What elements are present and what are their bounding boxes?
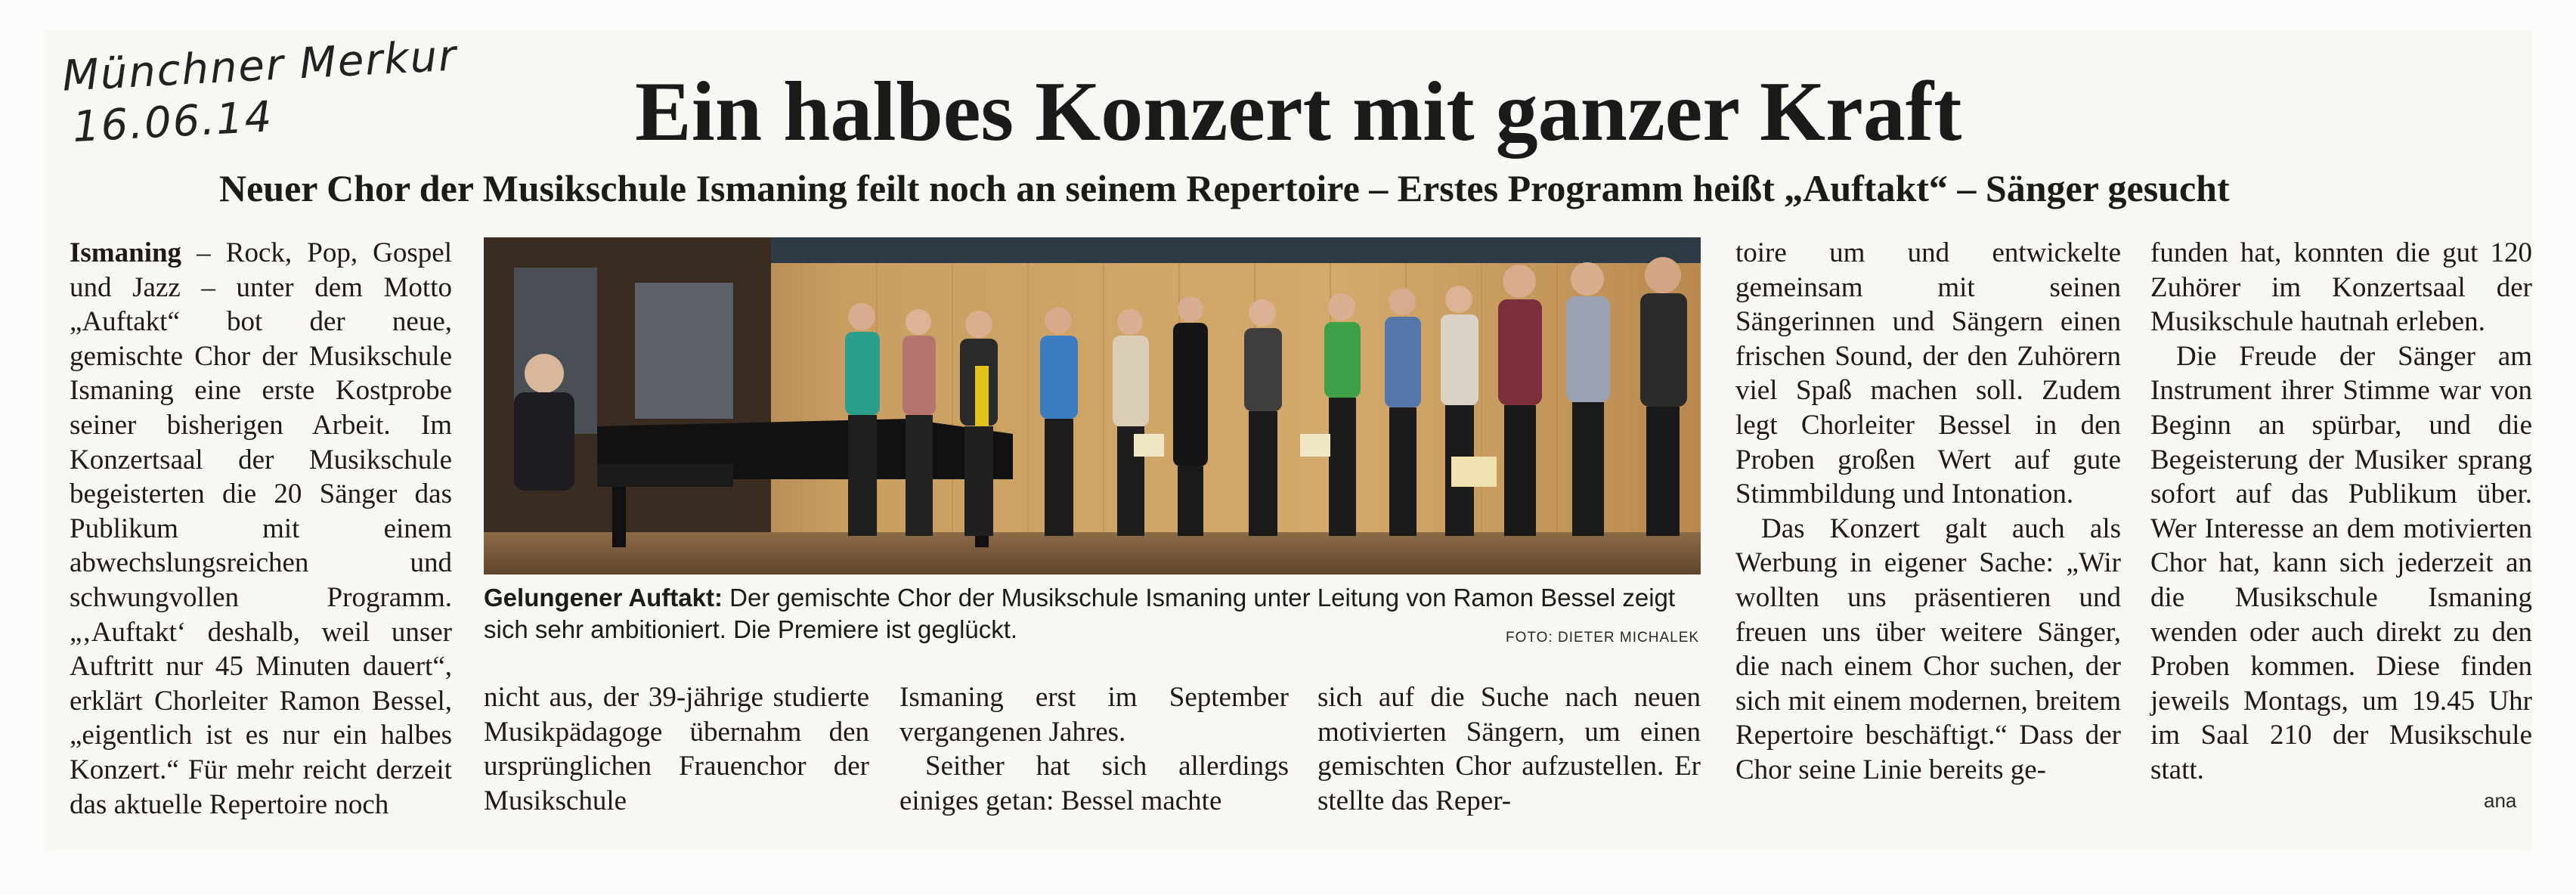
- article-subheadline: Neuer Chor der Musikschule Ismaning feilt noch an seinem Repertoire – Erstes Programm heißt „Auftakt“ – Sänger gesucht: [219, 167, 2230, 209]
- column-2-text: nicht aus, der 39-jährige studierte Musikpädagoge übernahm den ursprünglichen Frauenchor der Musikschule: [484, 682, 869, 816]
- column-3-paragraph-1: Ismaning erst im September vergangenen Jahres.: [899, 682, 1289, 748]
- caption-text: Der gemischte Chor der Musikschule Ismaning unter Leitung von Ramon Bessel zeigt sich sehr ambitioniert. Die Premiere ist geglückt.: [484, 584, 1676, 643]
- handwritten-annotation: [61, 30, 461, 153]
- column-3-paragraph-2: Seither hat sich allerdings einiges getan: Bessel machte: [899, 751, 1289, 816]
- column-1-text: – Rock, Pop, Gospel und Jazz – unter dem Motto „Auftakt“ bot der neue, gemischte Chor der Musikschule Ismaning eine erste Kostprobe seiner bisherigen Arbeit. Im Konzertsaal der Musikschule begeisterten die 20 Sänger das Publikum mit einem abwechslungsreichen und schwungvollen Programm. „‚Auftakt‘ deshalb, weil unser Auftritt nur 45 Minuten dauert“, erklärt Chorleiter Ramon Bessel, „eigentlich ist es nur ein halbes Konzert.“ Für mehr reicht derzeit das aktuelle Repertoire noch: [70, 237, 452, 820]
- article-column-6: [2150, 236, 2532, 788]
- column-4-text: sich auf die Suche nach neuen motivierten Sängern, um einen gemischten Chor aufzustellen. Er stellte das Reper-: [1317, 682, 1701, 816]
- column-6-paragraph-1: funden hat, konnten die gut 120 Zuhörer im Konzertsaal der Musikschule hautnah erleben.: [2150, 237, 2532, 338]
- column-6-paragraph-2: Die Freude der Sänger am Instrument ihrer Stimme war von Beginn an spürbar, und die Begeisterung der Musiker sprang sofort auf das Publikum über. Wer Interesse an dem motivierten Chor hat, kann sich jederzeit an die Musikschule Ismaning wenden oder auch direkt zu den Proben kommen. Diese finden jeweils Montags, um 19.45 Uhr im Saal 210 der Musikschule statt.: [2150, 340, 2532, 785]
- article-column-3: [899, 680, 1289, 818]
- handwritten-date: 16.06.14: [71, 92, 274, 153]
- article-column-5: [1735, 236, 2121, 788]
- article-column-4: [1317, 680, 1701, 818]
- column-5-paragraph-1: toire um und entwickelte gemeinsam mit seinen Sängerinnen und Sängern einen frischen Sound, der den Zuhörern viel Spaß machen soll. Zudem legt Chorleiter Bessel in den Proben großen Wert auf gute Stimmbildung und Intonation.: [1735, 237, 2121, 510]
- article-column-1: [70, 236, 452, 822]
- photo-credit: FOTO: DIETER MICHALEK: [1506, 630, 1700, 646]
- handwritten-source: Münchner Merkur: [60, 31, 459, 101]
- choir-photo: [484, 237, 1701, 574]
- caption-lead: Gelungener Auftakt:: [484, 584, 723, 612]
- column-5-paragraph-2: Das Konzert galt auch als Werbung in eigener Sache: „Wir wollten uns präsentieren und freuen uns über weitere Sänger, die nach einem Chor suchen, der sich mit einem modernen, breitem Repertoire beschäftigt.“ Dass der Chor seine Linie bereits ge-: [1735, 513, 2121, 785]
- article-column-2: [484, 680, 869, 818]
- author-signature: ana: [2484, 789, 2517, 812]
- article-dateline: Ismaning: [70, 237, 182, 268]
- article-headline: Ein halbes Konzert mit ganzer Kraft: [635, 65, 1962, 159]
